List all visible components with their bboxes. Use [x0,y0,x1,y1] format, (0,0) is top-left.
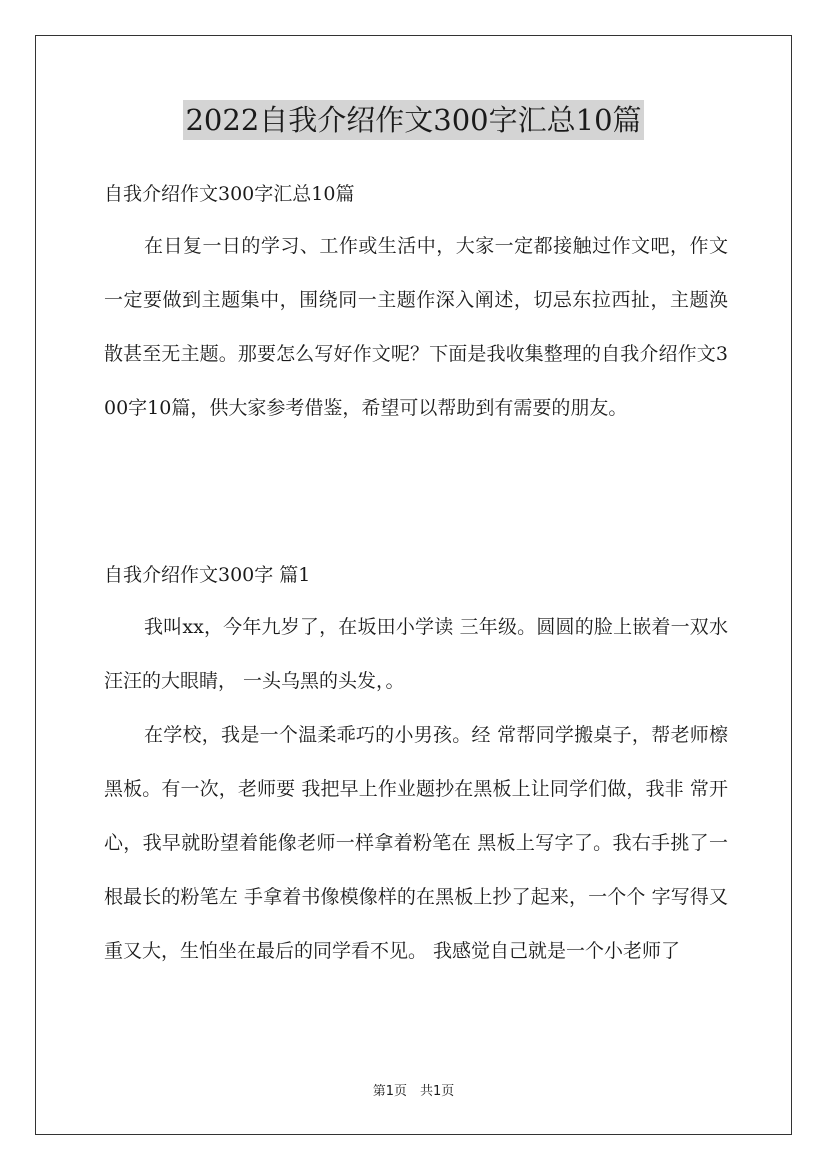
document-subtitle: 自我介绍作文300字汇总10篇 [104,183,355,205]
page-footer: 第1页 共1页 [372,1084,455,1099]
document-title: 2022自我介绍作文300字汇总10篇 [183,100,643,140]
intro-paragraph: 在日复一日的学习、工作或生活中，大家一定都接触过作文吧，作文一定要做到主题集中，围绕同一主题作深入阐述，切忌东拉西扯，主题涣散甚至无主题。那要怎么写好作文呢？下面是我收集整理的自我介绍作文300字10篇，供大家参考借鉴，希望可以帮助到有需要的朋友。 [104,235,728,419]
body-paragraph-1: 我叫xx，今年九岁了，在坂田小学读 三年级。圆圆的脸上嵌着一双水汪汪的大眼睛， 一头乌黑的头发，。 [104,616,728,692]
section-heading: 自我介绍作文300字 篇1 [104,564,311,586]
body-paragraph-2: 在学校，我是一个温柔乖巧的小男孩。经 常帮同学搬桌子，帮老师檫黑板。有一次，老师要 我把早上作业题抄在黑板上让同学们做，我非 常开心，我早就盼望着能像老师一样拿着粉笔在 黑板上写字了。我右手挑了一根最长的粉笔左 手拿着书像模像样的在黑板上抄了起来，一个个 字写得又重又大，生怕坐在最后的同学看不见。 我感觉自己就是一个小老师了 [104,724,728,962]
title-container [0,100,827,140]
